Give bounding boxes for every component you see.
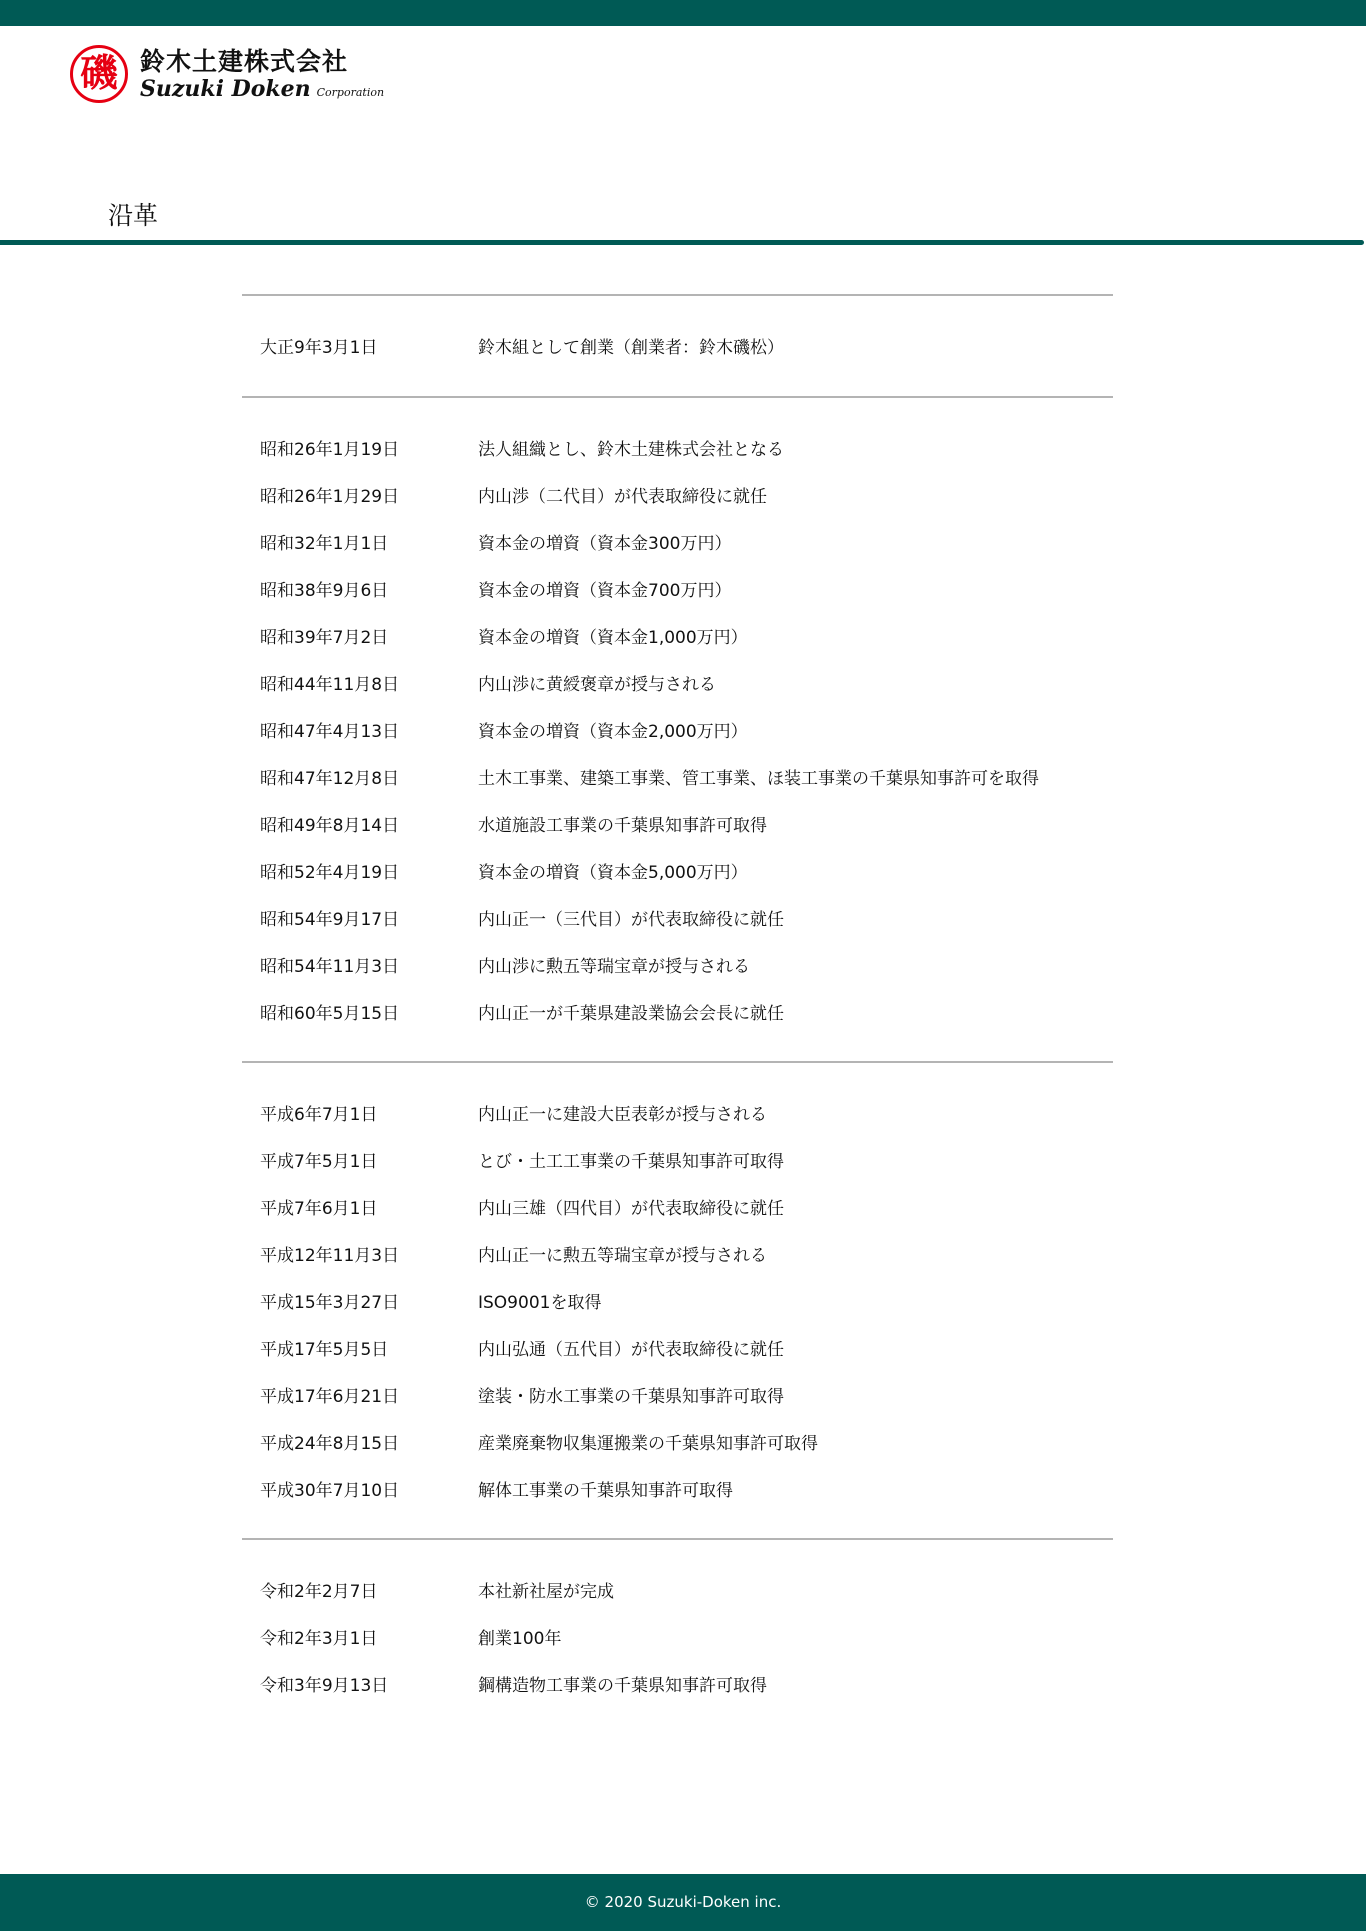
history-date: 昭和54年11月3日 — [260, 957, 400, 977]
history-event: 塗装・防水工事業の千葉県知事許可取得 — [478, 1387, 784, 1407]
history-date: 昭和26年1月29日 — [260, 487, 400, 507]
history-row — [242, 1230, 1113, 1277]
history-row — [242, 847, 1113, 894]
history-row — [242, 659, 1113, 706]
history-row — [242, 1277, 1113, 1324]
logo-company-name-jp: 鈴木土建株式会社 — [140, 47, 349, 76]
page-title: 沿革 — [108, 201, 159, 230]
history-row — [242, 1613, 1113, 1660]
history-date: 平成17年6月21日 — [260, 1387, 400, 1407]
title-divider — [0, 240, 1364, 245]
history-event: 内山渉（二代目）が代表取締役に就任 — [478, 487, 767, 507]
history-row — [242, 988, 1113, 1035]
history-date: 平成30年7月10日 — [260, 1481, 400, 1501]
history-event: とび・土工工事業の千葉県知事許可取得 — [478, 1152, 784, 1172]
history-date: 昭和39年7月2日 — [260, 628, 389, 648]
history-row — [242, 471, 1113, 518]
history-event: 内山渉に勲五等瑞宝章が授与される — [478, 957, 750, 977]
history-row — [242, 1660, 1113, 1707]
history-event: 鋼構造物工事業の千葉県知事許可取得 — [478, 1676, 767, 1696]
history-row — [242, 941, 1113, 988]
history-date: 昭和47年4月13日 — [260, 722, 400, 742]
history-date: 昭和44年11月8日 — [260, 675, 400, 695]
history-date: 昭和26年1月19日 — [260, 440, 400, 460]
history-row — [242, 894, 1113, 941]
history-row — [242, 753, 1113, 800]
history-event: 内山弘通（五代目）が代表取締役に就任 — [478, 1340, 784, 1360]
history-era-section — [242, 1061, 1113, 1538]
history-event: 資本金の増資（資本金1,000万円） — [478, 628, 748, 648]
history-event: 法人組織とし、鈴木土建株式会社となる — [478, 440, 784, 460]
history-event: ISO9001を取得 — [478, 1293, 602, 1313]
history-event: 創業100年 — [478, 1629, 562, 1649]
history-event: 資本金の増資（資本金300万円） — [478, 534, 732, 554]
history-row — [242, 565, 1113, 612]
history-row — [242, 518, 1113, 565]
history-date: 令和3年9月13日 — [260, 1676, 389, 1696]
history-list — [242, 294, 1113, 1733]
history-date: 令和2年2月7日 — [260, 1582, 378, 1602]
history-row — [242, 1465, 1113, 1512]
history-event: 内山正一に勲五等瑞宝章が授与される — [478, 1246, 767, 1266]
history-date: 平成6年7月1日 — [260, 1105, 378, 1125]
history-date: 昭和54年9月17日 — [260, 910, 400, 930]
history-event: 資本金の増資（資本金2,000万円） — [478, 722, 748, 742]
logo-en-main: Suzuki Doken — [140, 76, 311, 102]
logo-company-name-en — [140, 76, 384, 102]
history-event: 内山渉に黄綬褒章が授与される — [478, 675, 716, 695]
history-era-section — [242, 1538, 1113, 1733]
history-era-section — [242, 396, 1113, 1061]
history-event: 内山正一が千葉県建設業協会会長に就任 — [478, 1004, 784, 1024]
history-date: 昭和49年8月14日 — [260, 816, 400, 836]
history-date: 平成17年5月5日 — [260, 1340, 389, 1360]
history-era-section — [242, 294, 1113, 396]
history-date: 平成24年8月15日 — [260, 1434, 400, 1454]
history-row — [242, 612, 1113, 659]
logo-en-sub: Corporation — [316, 86, 385, 99]
history-event: 土木工事業、建築工事業、管工事業、ほ装工事業の千葉県知事許可を取得 — [478, 769, 1039, 789]
history-row — [242, 1566, 1113, 1613]
history-event: 水道施設工事業の千葉県知事許可取得 — [478, 816, 767, 836]
history-event: 内山正一（三代目）が代表取締役に就任 — [478, 910, 784, 930]
company-logo[interactable] — [70, 42, 385, 112]
history-date: 昭和38年9月6日 — [260, 581, 389, 601]
history-date: 大正9年3月1日 — [260, 338, 378, 358]
history-date: 平成12年11月3日 — [260, 1246, 400, 1266]
history-event: 鈴木組として創業（創業者：鈴木磯松） — [478, 338, 784, 358]
history-date: 令和2年3月1日 — [260, 1629, 378, 1649]
top-bar — [0, 0, 1366, 26]
history-date: 昭和47年12月8日 — [260, 769, 400, 789]
history-row — [242, 1324, 1113, 1371]
footer-copyright: © 2020 Suzuki-Doken inc. — [584, 1893, 782, 1911]
history-row — [242, 706, 1113, 753]
history-row — [242, 1136, 1113, 1183]
footer — [0, 1874, 1366, 1931]
history-row — [242, 1089, 1113, 1136]
history-date: 平成7年6月1日 — [260, 1199, 378, 1219]
history-row — [242, 322, 1113, 369]
history-date: 昭和32年1月1日 — [260, 534, 389, 554]
history-date: 昭和60年5月15日 — [260, 1004, 400, 1024]
history-row — [242, 1371, 1113, 1418]
history-date: 平成15年3月27日 — [260, 1293, 400, 1313]
history-event: 資本金の増資（資本金700万円） — [478, 581, 732, 601]
history-row — [242, 1183, 1113, 1230]
history-date: 平成7年5月1日 — [260, 1152, 378, 1172]
history-event: 資本金の増資（資本金5,000万円） — [478, 863, 748, 883]
history-row — [242, 800, 1113, 847]
history-event: 内山正一に建設大臣表彰が授与される — [478, 1105, 767, 1125]
history-event: 解体工事業の千葉県知事許可取得 — [478, 1481, 733, 1501]
history-date: 昭和52年4月19日 — [260, 863, 400, 883]
history-row — [242, 424, 1113, 471]
logo-seal-icon: 磯 — [70, 45, 128, 103]
history-event: 産業廃棄物収集運搬業の千葉県知事許可取得 — [478, 1434, 818, 1454]
history-event: 本社新社屋が完成 — [478, 1582, 614, 1602]
history-row — [242, 1418, 1113, 1465]
history-event: 内山三雄（四代目）が代表取締役に就任 — [478, 1199, 784, 1219]
